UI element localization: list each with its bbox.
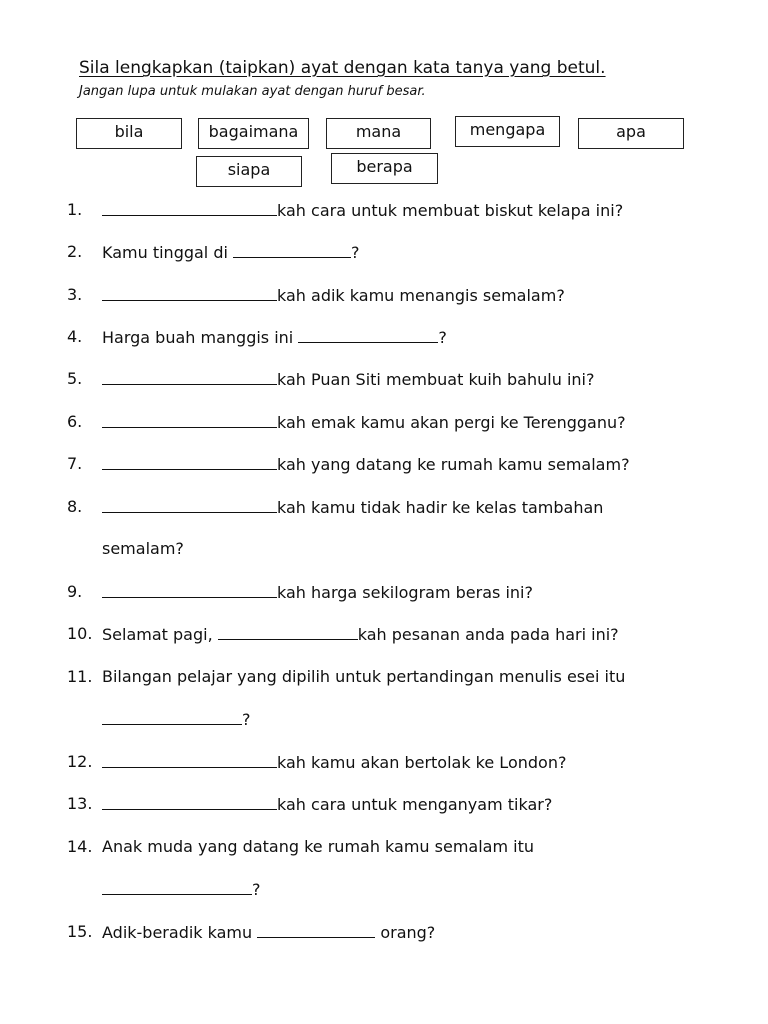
- question-number: 5.: [67, 369, 83, 388]
- answer-blank[interactable]: [102, 410, 277, 428]
- answer-blank[interactable]: [102, 707, 242, 725]
- answer-blank[interactable]: [102, 452, 277, 470]
- answer-blank[interactable]: [102, 877, 252, 895]
- page-instruction: Jangan lupa untuk mulakan ayat dengan huruf besar.: [79, 84, 426, 99]
- word-bank-item: siapa: [196, 156, 302, 187]
- question-number: 7.: [67, 454, 83, 473]
- answer-blank[interactable]: [257, 920, 375, 938]
- question-number: 2.: [67, 242, 83, 261]
- word-bank-item: berapa: [331, 153, 438, 184]
- word-bank-item: apa: [578, 118, 684, 149]
- answer-blank[interactable]: [218, 622, 358, 640]
- question-number: 9.: [67, 582, 83, 601]
- answer-blank[interactable]: [102, 792, 277, 810]
- question-text: ?: [252, 880, 261, 899]
- question-number: 14.: [67, 837, 93, 856]
- word-bank-item: mana: [326, 118, 431, 149]
- answer-blank[interactable]: [102, 580, 277, 598]
- question-text: Anak muda yang datang ke rumah kamu semalam itu: [102, 837, 535, 856]
- question-text: kah cara untuk membuat biskut kelapa ini?: [277, 201, 624, 220]
- question-number: 13.: [67, 794, 93, 813]
- question-text: ?: [438, 328, 447, 347]
- question-text: kah yang datang ke rumah kamu semalam?: [277, 455, 630, 474]
- question-text: Harga buah manggis ini: [102, 328, 299, 347]
- word-bank-item: bagaimana: [198, 118, 309, 149]
- answer-blank[interactable]: [233, 240, 351, 258]
- question-number: 15.: [67, 922, 93, 941]
- question-number: 3.: [67, 285, 83, 304]
- word-bank-item: bila: [76, 118, 182, 149]
- question-text: kah kamu akan bertolak ke London?: [277, 753, 567, 772]
- page-title: Sila lengkapkan (taipkan) ayat dengan kata tanya yang betul.: [79, 58, 606, 78]
- question-number: 8.: [67, 497, 83, 516]
- question-text: kah pesanan anda pada hari ini?: [357, 625, 619, 644]
- question-text: Bilangan pelajar yang dipilih untuk pertandingan menulis esei itu: [102, 667, 626, 686]
- answer-blank[interactable]: [102, 367, 277, 385]
- question-number: 6.: [67, 412, 83, 431]
- question-number: 11.: [67, 667, 93, 686]
- answer-blank[interactable]: [298, 325, 438, 343]
- question-text: Selamat pagi,: [102, 625, 218, 644]
- question-text: kah emak kamu akan pergi ke Terengganu?: [277, 413, 626, 432]
- answer-blank[interactable]: [102, 495, 277, 513]
- question-number: 12.: [67, 752, 93, 771]
- question-text: kah kamu tidak hadir ke kelas tambahan: [277, 498, 604, 517]
- answer-blank[interactable]: [102, 750, 277, 768]
- question-text: kah adik kamu menangis semalam?: [277, 286, 565, 305]
- question-text: kah Puan Siti membuat kuih bahulu ini?: [277, 370, 595, 389]
- word-bank-item: mengapa: [455, 116, 560, 147]
- question-number: 4.: [67, 327, 83, 346]
- answer-blank[interactable]: [102, 198, 277, 216]
- question-text: Adik-beradik kamu: [102, 923, 258, 942]
- question-text: Kamu tinggal di: [102, 243, 234, 262]
- answer-blank[interactable]: [102, 283, 277, 301]
- question-text: ?: [351, 243, 360, 262]
- question-number: 10.: [67, 624, 93, 643]
- question-text: kah harga sekilogram beras ini?: [277, 583, 533, 602]
- question-text: kah cara untuk menganyam tikar?: [277, 795, 553, 814]
- question-text: ?: [242, 710, 251, 729]
- question-number: 1.: [67, 200, 83, 219]
- question-text: semalam?: [102, 539, 184, 558]
- question-text: orang?: [375, 923, 436, 942]
